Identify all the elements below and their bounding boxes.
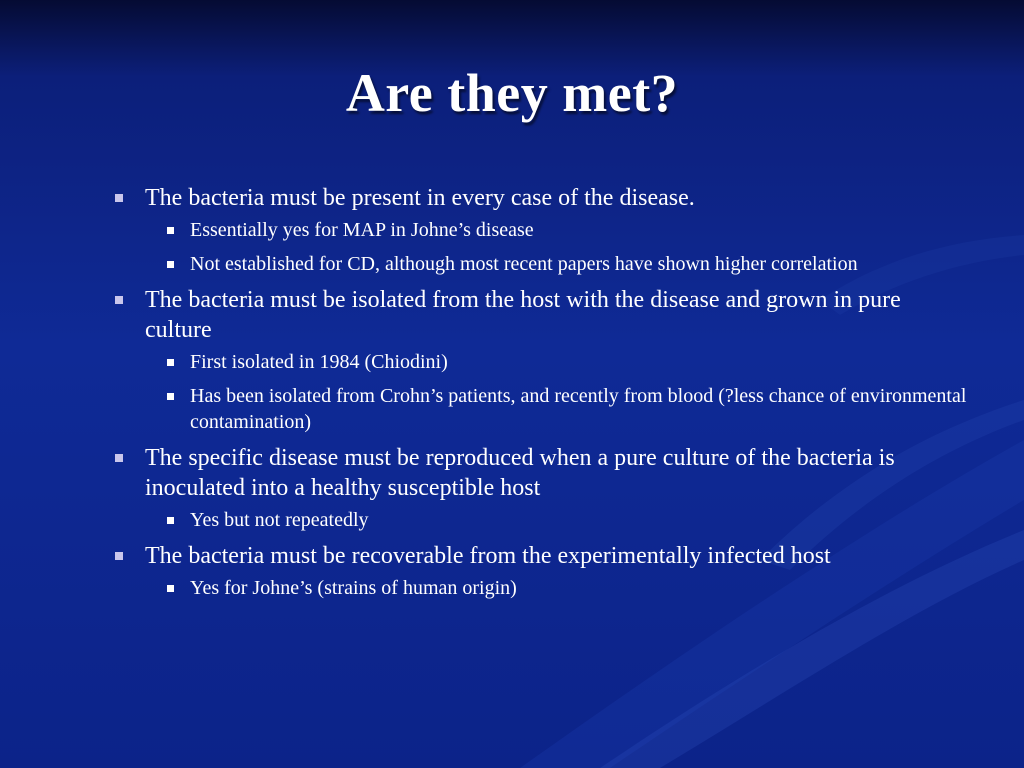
sub-bullet-1-1 bbox=[112, 217, 972, 243]
square-bullet-icon bbox=[115, 194, 123, 202]
sub-bullet-text: First isolated in 1984 (Chiodini) bbox=[190, 351, 448, 373]
sub-bullet-text: Essentially yes for MAP in Johne’s disease bbox=[190, 219, 534, 241]
sub-bullet-2-2 bbox=[112, 383, 972, 435]
sub-bullet-text: Not established for CD, although most recent papers have shown higher correlation bbox=[190, 253, 858, 275]
bullet-point-2 bbox=[112, 285, 972, 345]
sub-bullet-4-1 bbox=[112, 575, 972, 601]
bullet-point-3 bbox=[112, 443, 972, 503]
bullet-text: The bacteria must be recoverable from the experimentally infected host bbox=[145, 543, 831, 569]
sub-bullet-text: Has been isolated from Crohn’s patients, and recently from blood (?less chance of environmental contamination) bbox=[190, 385, 967, 433]
bullet-point-4 bbox=[112, 541, 972, 571]
square-bullet-icon bbox=[167, 517, 174, 524]
square-bullet-icon bbox=[115, 552, 123, 560]
square-bullet-icon bbox=[115, 454, 123, 462]
bullet-text: The bacteria must be present in every case of the disease. bbox=[145, 185, 695, 211]
bullet-text: The specific disease must be reproduced when a pure culture of the bacteria is inoculated into a healthy susceptible host bbox=[145, 445, 895, 501]
sub-bullet-text: Yes but not repeatedly bbox=[190, 509, 369, 531]
slide-title: Are they met? bbox=[345, 63, 679, 123]
bullet-point-1 bbox=[112, 183, 972, 213]
sub-bullet-3-1 bbox=[112, 507, 972, 533]
square-bullet-icon bbox=[167, 359, 174, 366]
sub-bullet-1-2 bbox=[112, 251, 972, 277]
square-bullet-icon bbox=[167, 261, 174, 268]
square-bullet-icon bbox=[167, 585, 174, 592]
square-bullet-icon bbox=[167, 227, 174, 234]
bullet-list bbox=[112, 183, 972, 609]
bullet-text: The bacteria must be isolated from the host with the disease and grown in pure culture bbox=[145, 287, 901, 343]
sub-bullet-2-1 bbox=[112, 349, 972, 375]
sub-bullet-text: Yes for Johne’s (strains of human origin) bbox=[190, 577, 517, 599]
square-bullet-icon bbox=[167, 393, 174, 400]
square-bullet-icon bbox=[115, 296, 123, 304]
